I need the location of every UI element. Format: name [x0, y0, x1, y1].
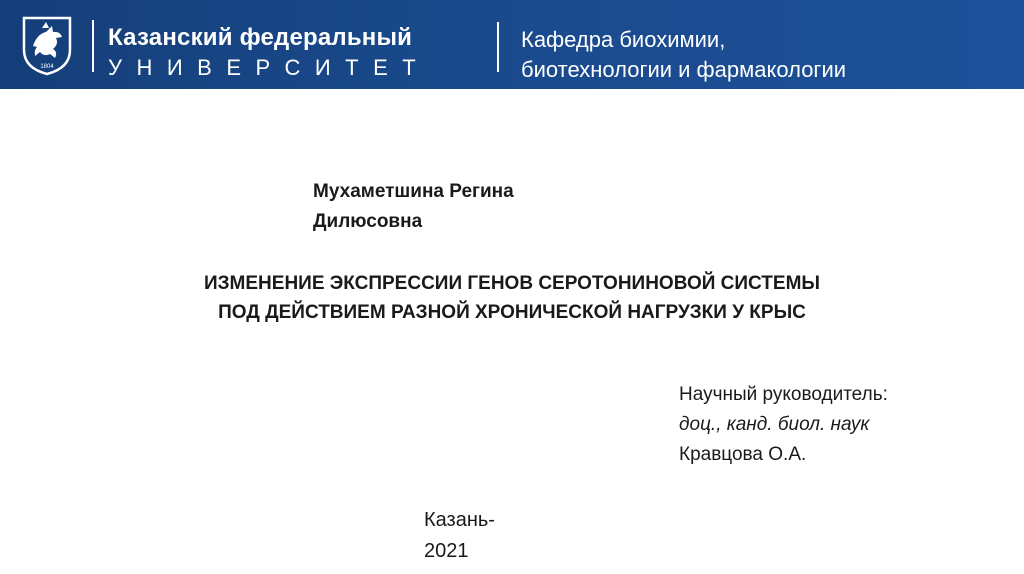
author-line: Дилюсовна	[313, 211, 423, 232]
supervisor-label: Научный руководитель:	[679, 384, 888, 405]
thesis-title	[0, 269, 1024, 327]
title-line: ПОД ДЕЙСТВИЕМ РАЗНОЙ ХРОНИЧЕСКОЙ НАГРУЗКИ У КРЫС	[218, 302, 806, 323]
author-line: Мухаметшина Регина	[313, 181, 514, 202]
supervisor-name: Кравцова О.А.	[679, 444, 807, 465]
university-word: УНИВЕРСИТЕТ	[108, 55, 431, 80]
logo-year: 1804	[40, 64, 54, 70]
author-name	[313, 177, 514, 237]
department-line: биотехнологии и фармакологии	[521, 57, 847, 82]
kfu-logo-icon	[22, 16, 72, 76]
department-line: Кафедра биохимии,	[521, 27, 726, 52]
university-name: Казанский федеральный	[108, 24, 413, 51]
supervisor-block	[679, 380, 888, 470]
department-name	[521, 25, 846, 85]
header-banner	[0, 0, 1024, 89]
header-divider	[92, 20, 94, 72]
city-year	[424, 505, 495, 567]
supervisor-degree: доц., канд. биол. наук	[679, 414, 870, 435]
title-line: ИЗМЕНЕНИЕ ЭКСПРЕССИИ ГЕНОВ СЕРОТОНИНОВОЙ СИСТЕМЫ	[203, 273, 821, 294]
city-label: Казань-	[424, 509, 495, 531]
year-label: 2021	[424, 540, 469, 562]
header-divider	[497, 22, 499, 72]
